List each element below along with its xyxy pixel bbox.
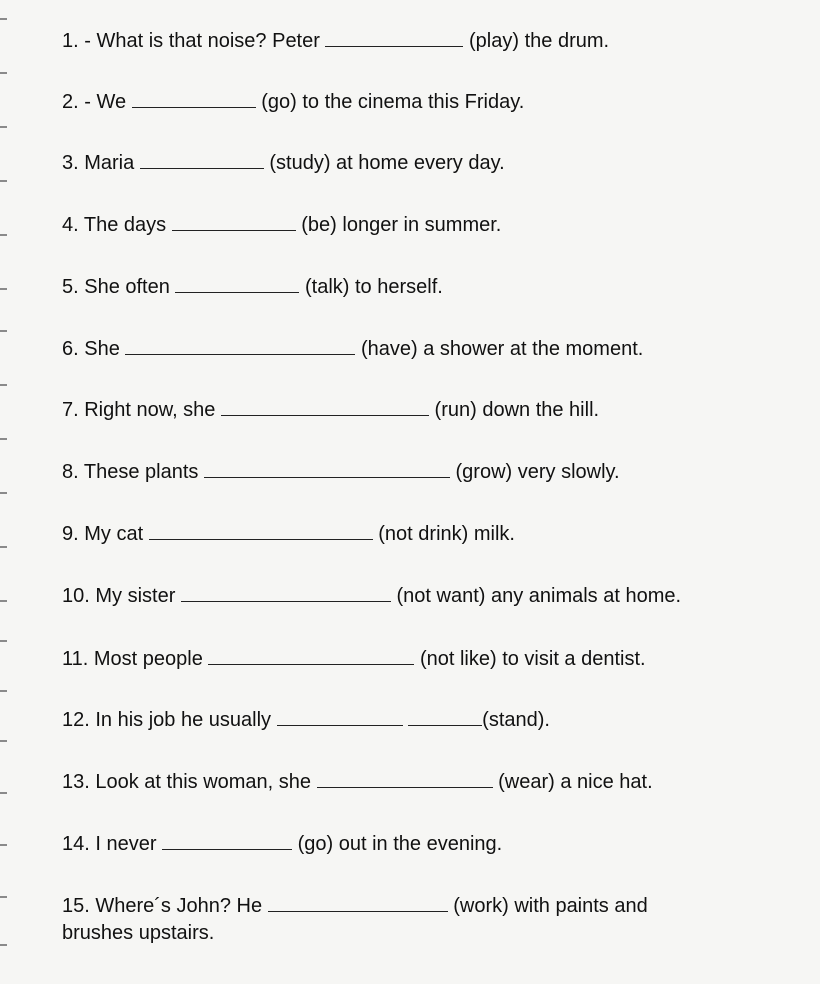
item-7-text-after: (run) down the hill. xyxy=(428,399,600,421)
item-1-text-after: (play) the drum. xyxy=(463,30,610,52)
item-11-text-after: (not like) to visit a dentist. xyxy=(414,648,646,670)
exercise-item-5 xyxy=(62,274,443,299)
exercise-item-6 xyxy=(62,336,643,361)
exercise-item-9 xyxy=(62,521,515,546)
item-11-text-before: 11. Most people xyxy=(62,648,209,670)
left-margin-marks xyxy=(0,0,12,984)
item-4-answer-blank[interactable] xyxy=(172,212,296,231)
item-12-text-before: 12. In his job he usually xyxy=(62,709,277,731)
item-15-text-after: (work) with paints and xyxy=(447,895,648,917)
item-15-answer-blank[interactable] xyxy=(268,893,448,912)
exercise-item-15 xyxy=(62,893,648,918)
item-3-answer-blank[interactable] xyxy=(140,150,264,169)
item-15-continuation: brushes upstairs. xyxy=(62,922,215,944)
item-5-answer-blank[interactable] xyxy=(175,274,299,293)
exercise-item-4 xyxy=(62,212,501,237)
item-13-answer-blank[interactable] xyxy=(317,769,493,788)
item-9-answer-blank[interactable] xyxy=(149,521,373,540)
item-3-text-after: (study) at home every day. xyxy=(263,152,505,174)
item-1-text-before: 1. - What is that noise? Peter xyxy=(62,30,326,52)
exercise-item-1 xyxy=(62,28,609,53)
exercise-item-12 xyxy=(62,707,550,732)
item-2-text-before: 2. - We xyxy=(62,91,132,113)
item-12-text-after: (stand). xyxy=(482,709,550,731)
item-8-text-before: 8. These plants xyxy=(62,461,204,483)
item-7-text-before: 7. Right now, she xyxy=(62,399,221,421)
item-15-text-before: 15. Where´s John? He xyxy=(62,895,268,917)
item-12-answer-blank-2[interactable] xyxy=(408,707,482,726)
item-4-text-after: (be) longer in summer. xyxy=(295,214,502,236)
item-5-text-after: (talk) to herself. xyxy=(299,276,443,298)
item-14-text-after: (go) out in the evening. xyxy=(292,833,503,855)
item-9-text-after: (not drink) milk. xyxy=(372,523,515,545)
item-14-text-before: 14. I never xyxy=(62,833,163,855)
item-9-text-before: 9. My cat xyxy=(62,523,149,545)
item-1-answer-blank[interactable] xyxy=(325,28,463,47)
item-4-text-before: 4. The days xyxy=(62,214,172,236)
item-8-text-after: (grow) very slowly. xyxy=(449,461,620,483)
item-14-answer-blank[interactable] xyxy=(162,831,292,850)
item-7-answer-blank[interactable] xyxy=(221,397,429,416)
item-6-answer-blank[interactable] xyxy=(125,336,355,355)
item-10-text-before: 10. My sister xyxy=(62,585,181,607)
item-10-answer-blank[interactable] xyxy=(181,583,391,602)
exercise-item-7 xyxy=(62,397,599,422)
exercise-item-8 xyxy=(62,459,620,484)
item-5-text-before: 5. She often xyxy=(62,276,176,298)
item-13-text-before: 13. Look at this woman, she xyxy=(62,771,317,793)
exercise-item-3 xyxy=(62,150,505,175)
item-8-answer-blank[interactable] xyxy=(204,459,450,478)
item-3-text-before: 3. Maria xyxy=(62,152,140,174)
item-10-text-after: (not want) any animals at home. xyxy=(390,585,682,607)
item-11-answer-blank[interactable] xyxy=(208,646,414,665)
exercise-item-14 xyxy=(62,831,502,856)
item-6-text-after: (have) a shower at the moment. xyxy=(355,338,644,360)
exercise-item-10 xyxy=(62,583,681,608)
item-12-answer-blank-1[interactable] xyxy=(277,707,403,726)
exercise-item-13 xyxy=(62,769,653,794)
item-2-answer-blank[interactable] xyxy=(132,89,256,108)
item-13-text-after: (wear) a nice hat. xyxy=(492,771,653,793)
item-6-text-before: 6. She xyxy=(62,338,126,360)
item-2-text-after: (go) to the cinema this Friday. xyxy=(255,91,525,113)
exercise-item-2 xyxy=(62,89,524,114)
exercise-item-11 xyxy=(62,646,646,671)
